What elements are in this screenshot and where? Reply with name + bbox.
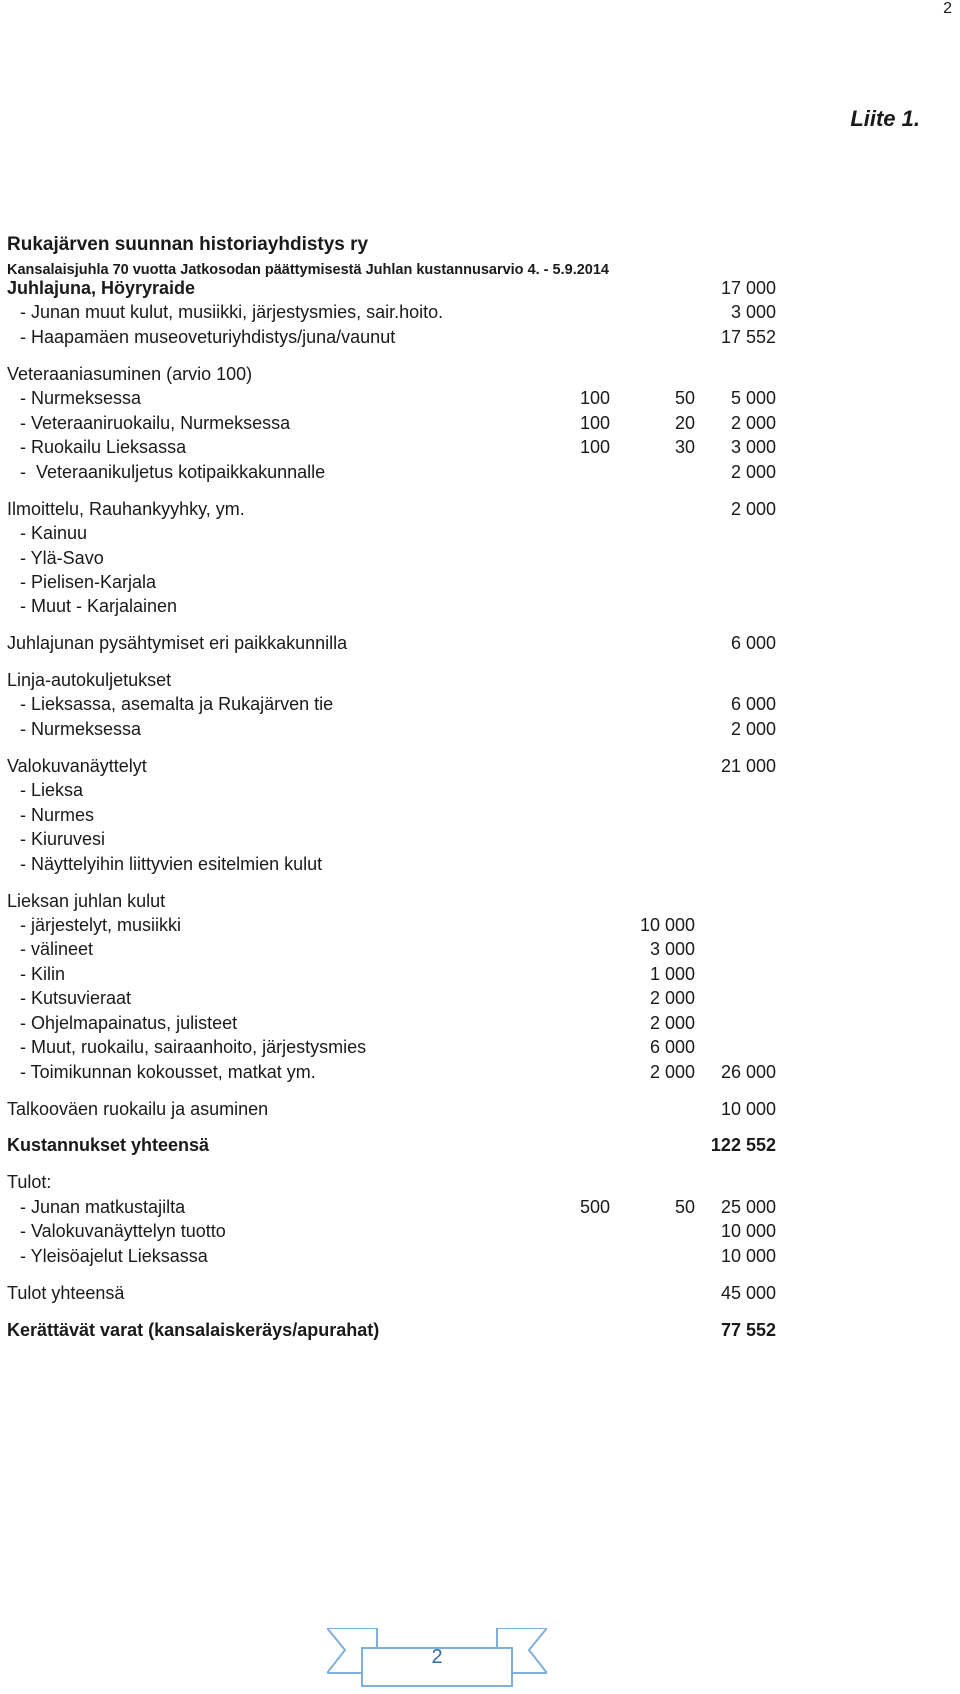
row-label: Talkooväen ruokailu ja asuminen xyxy=(7,1099,269,1119)
budget-row xyxy=(0,521,800,545)
budget-row xyxy=(0,803,800,827)
row-amount: 5 000 xyxy=(730,388,776,408)
row-unit-or-subtotal: 50 xyxy=(674,388,695,408)
budget-row xyxy=(0,460,800,484)
row-label: - Veteraaniruokailu, Nurmeksessa xyxy=(20,413,291,433)
budget-row xyxy=(0,827,800,851)
row-label: - Junan muut kulut, musiikki, järjestysmies, sair.hoito. xyxy=(20,302,444,322)
budget-row xyxy=(0,754,800,778)
row-label: - Nurmeksessa xyxy=(20,388,142,408)
budget-row xyxy=(0,386,800,410)
row-amount: 2 000 xyxy=(730,462,776,482)
row-amount: 25 000 xyxy=(720,1197,776,1217)
budget-row xyxy=(0,1195,800,1219)
row-label: - Kilin xyxy=(20,964,66,984)
row-label: - Pielisen-Karjala xyxy=(20,572,157,592)
budget-row xyxy=(0,1011,800,1035)
row-unit-or-subtotal: 30 xyxy=(674,437,695,457)
row-label: Kustannukset yhteensä xyxy=(7,1135,210,1155)
row-label: - Kiuruvesi xyxy=(20,829,106,849)
row-label: Juhlajuna, Höyryraide xyxy=(7,278,196,298)
row-unit-or-subtotal: 3 000 xyxy=(649,939,695,959)
row-quantity: 500 xyxy=(579,1197,610,1217)
row-label: - Veteraanikuljetus kotipaikkakunnalle xyxy=(20,462,326,482)
row-amount: 3 000 xyxy=(730,302,776,322)
budget-row xyxy=(0,276,800,300)
row-label: Juhlajunan pysähtymiset eri paikkakunnilla xyxy=(7,633,348,653)
row-label: Valokuvanäyttelyt xyxy=(7,756,147,776)
row-label: - Ylä-Savo xyxy=(20,548,104,568)
budget-row xyxy=(0,778,800,802)
budget-row xyxy=(0,717,800,741)
document-subtitle: Kansalaisjuhla 70 vuotta Jatkosodan päättymisestä Juhlan kustannusarvio 4. - 5.9.2014 xyxy=(7,262,609,278)
budget-row xyxy=(0,300,800,324)
budget-row xyxy=(0,1170,800,1194)
row-label: - Haapamäen museoveturiyhdistys/juna/vaunut xyxy=(20,327,396,347)
budget-row xyxy=(0,986,800,1010)
page-number-top: 2 xyxy=(943,0,952,17)
row-quantity: 100 xyxy=(579,388,610,408)
budget-row xyxy=(0,1060,800,1084)
budget-row xyxy=(0,668,800,692)
budget-row xyxy=(0,631,800,655)
budget-row xyxy=(0,913,800,937)
row-unit-or-subtotal: 10 000 xyxy=(639,915,695,935)
row-amount: 26 000 xyxy=(720,1062,776,1082)
row-label: - Muut, ruokailu, sairaanhoito, järjestysmies xyxy=(20,1037,367,1057)
row-label: Tulot yhteensä xyxy=(7,1283,125,1303)
budget-row xyxy=(0,435,800,459)
row-amount: 21 000 xyxy=(720,756,776,776)
row-label: Kerättävät varat (kansalaiskeräys/apurahat) xyxy=(7,1320,380,1340)
row-label: - Näyttelyihin liittyvien esitelmien kulut xyxy=(20,854,323,874)
row-amount: 17 552 xyxy=(720,327,776,347)
row-label: - Kainuu xyxy=(20,523,88,543)
budget-row xyxy=(0,570,800,594)
row-label: - Yleisöajelut Lieksassa xyxy=(20,1246,208,1266)
row-label: - välineet xyxy=(20,939,94,959)
row-quantity: 100 xyxy=(579,437,610,457)
budget-row xyxy=(0,497,800,521)
budget-row xyxy=(0,937,800,961)
budget-row xyxy=(0,1219,800,1243)
row-label: - Nurmes xyxy=(20,805,95,825)
budget-row xyxy=(0,1097,800,1121)
row-unit-or-subtotal: 6 000 xyxy=(649,1037,695,1057)
row-quantity: 100 xyxy=(579,413,610,433)
row-amount: 3 000 xyxy=(730,437,776,457)
row-amount: 2 000 xyxy=(730,413,776,433)
row-label: - Kutsuvieraat xyxy=(20,988,132,1008)
row-label: Veteraaniasuminen (arvio 100) xyxy=(7,364,253,384)
row-amount: 77 552 xyxy=(720,1320,776,1340)
budget-row xyxy=(0,594,800,618)
row-amount: 6 000 xyxy=(730,633,776,653)
budget-row xyxy=(0,362,800,386)
budget-row xyxy=(0,1244,800,1268)
budget-row xyxy=(0,889,800,913)
row-label: - Ruokailu Lieksassa xyxy=(20,437,187,457)
row-amount: 10 000 xyxy=(720,1221,776,1241)
row-amount: 10 000 xyxy=(720,1099,776,1119)
row-label: - Muut - Karjalainen xyxy=(20,596,178,616)
row-unit-or-subtotal: 50 xyxy=(674,1197,695,1217)
footer-page-number: 2 xyxy=(431,1646,443,1668)
budget-row xyxy=(0,1133,800,1157)
budget-row xyxy=(0,325,800,349)
row-label: Lieksan juhlan kulut xyxy=(7,891,166,911)
budget-row xyxy=(0,411,800,435)
footer-page-badge xyxy=(327,1628,547,1688)
row-amount: 6 000 xyxy=(730,694,776,714)
row-unit-or-subtotal: 2 000 xyxy=(649,1062,695,1082)
row-unit-or-subtotal: 1 000 xyxy=(649,964,695,984)
row-amount: 2 000 xyxy=(730,719,776,739)
row-label: - Junan matkustajilta xyxy=(20,1197,186,1217)
budget-row xyxy=(0,692,800,716)
row-amount: 122 552 xyxy=(710,1135,776,1155)
row-amount: 17 000 xyxy=(720,278,776,298)
budget-row xyxy=(0,962,800,986)
budget-row xyxy=(0,1035,800,1059)
row-label: Tulot: xyxy=(7,1172,52,1192)
row-unit-or-subtotal: 20 xyxy=(674,413,695,433)
row-amount: 10 000 xyxy=(720,1246,776,1266)
row-amount: 2 000 xyxy=(730,499,776,519)
row-label: - Toimikunnan kokousset, matkat ym. xyxy=(20,1062,316,1082)
row-amount: 45 000 xyxy=(720,1283,776,1303)
attachment-label: Liite 1. xyxy=(850,106,920,131)
row-label: - Ohjelmapainatus, julisteet xyxy=(20,1013,238,1033)
row-label: - Valokuvanäyttelyn tuotto xyxy=(20,1221,226,1241)
budget-row xyxy=(0,852,800,876)
row-unit-or-subtotal: 2 000 xyxy=(649,1013,695,1033)
row-label: - järjestelyt, musiikki xyxy=(20,915,182,935)
row-label: Linja-autokuljetukset xyxy=(7,670,172,690)
row-unit-or-subtotal: 2 000 xyxy=(649,988,695,1008)
row-label: - Lieksassa, asemalta ja Rukajärven tie xyxy=(20,694,334,714)
row-label: Ilmoittelu, Rauhankyyhky, ym. xyxy=(7,499,245,519)
budget-row xyxy=(0,1318,800,1342)
budget-row xyxy=(0,1281,800,1305)
organization-title: Rukajärven suunnan historiayhdistys ry xyxy=(7,234,369,255)
row-label: - Nurmeksessa xyxy=(20,719,142,739)
row-label: - Lieksa xyxy=(20,780,84,800)
budget-row xyxy=(0,546,800,570)
